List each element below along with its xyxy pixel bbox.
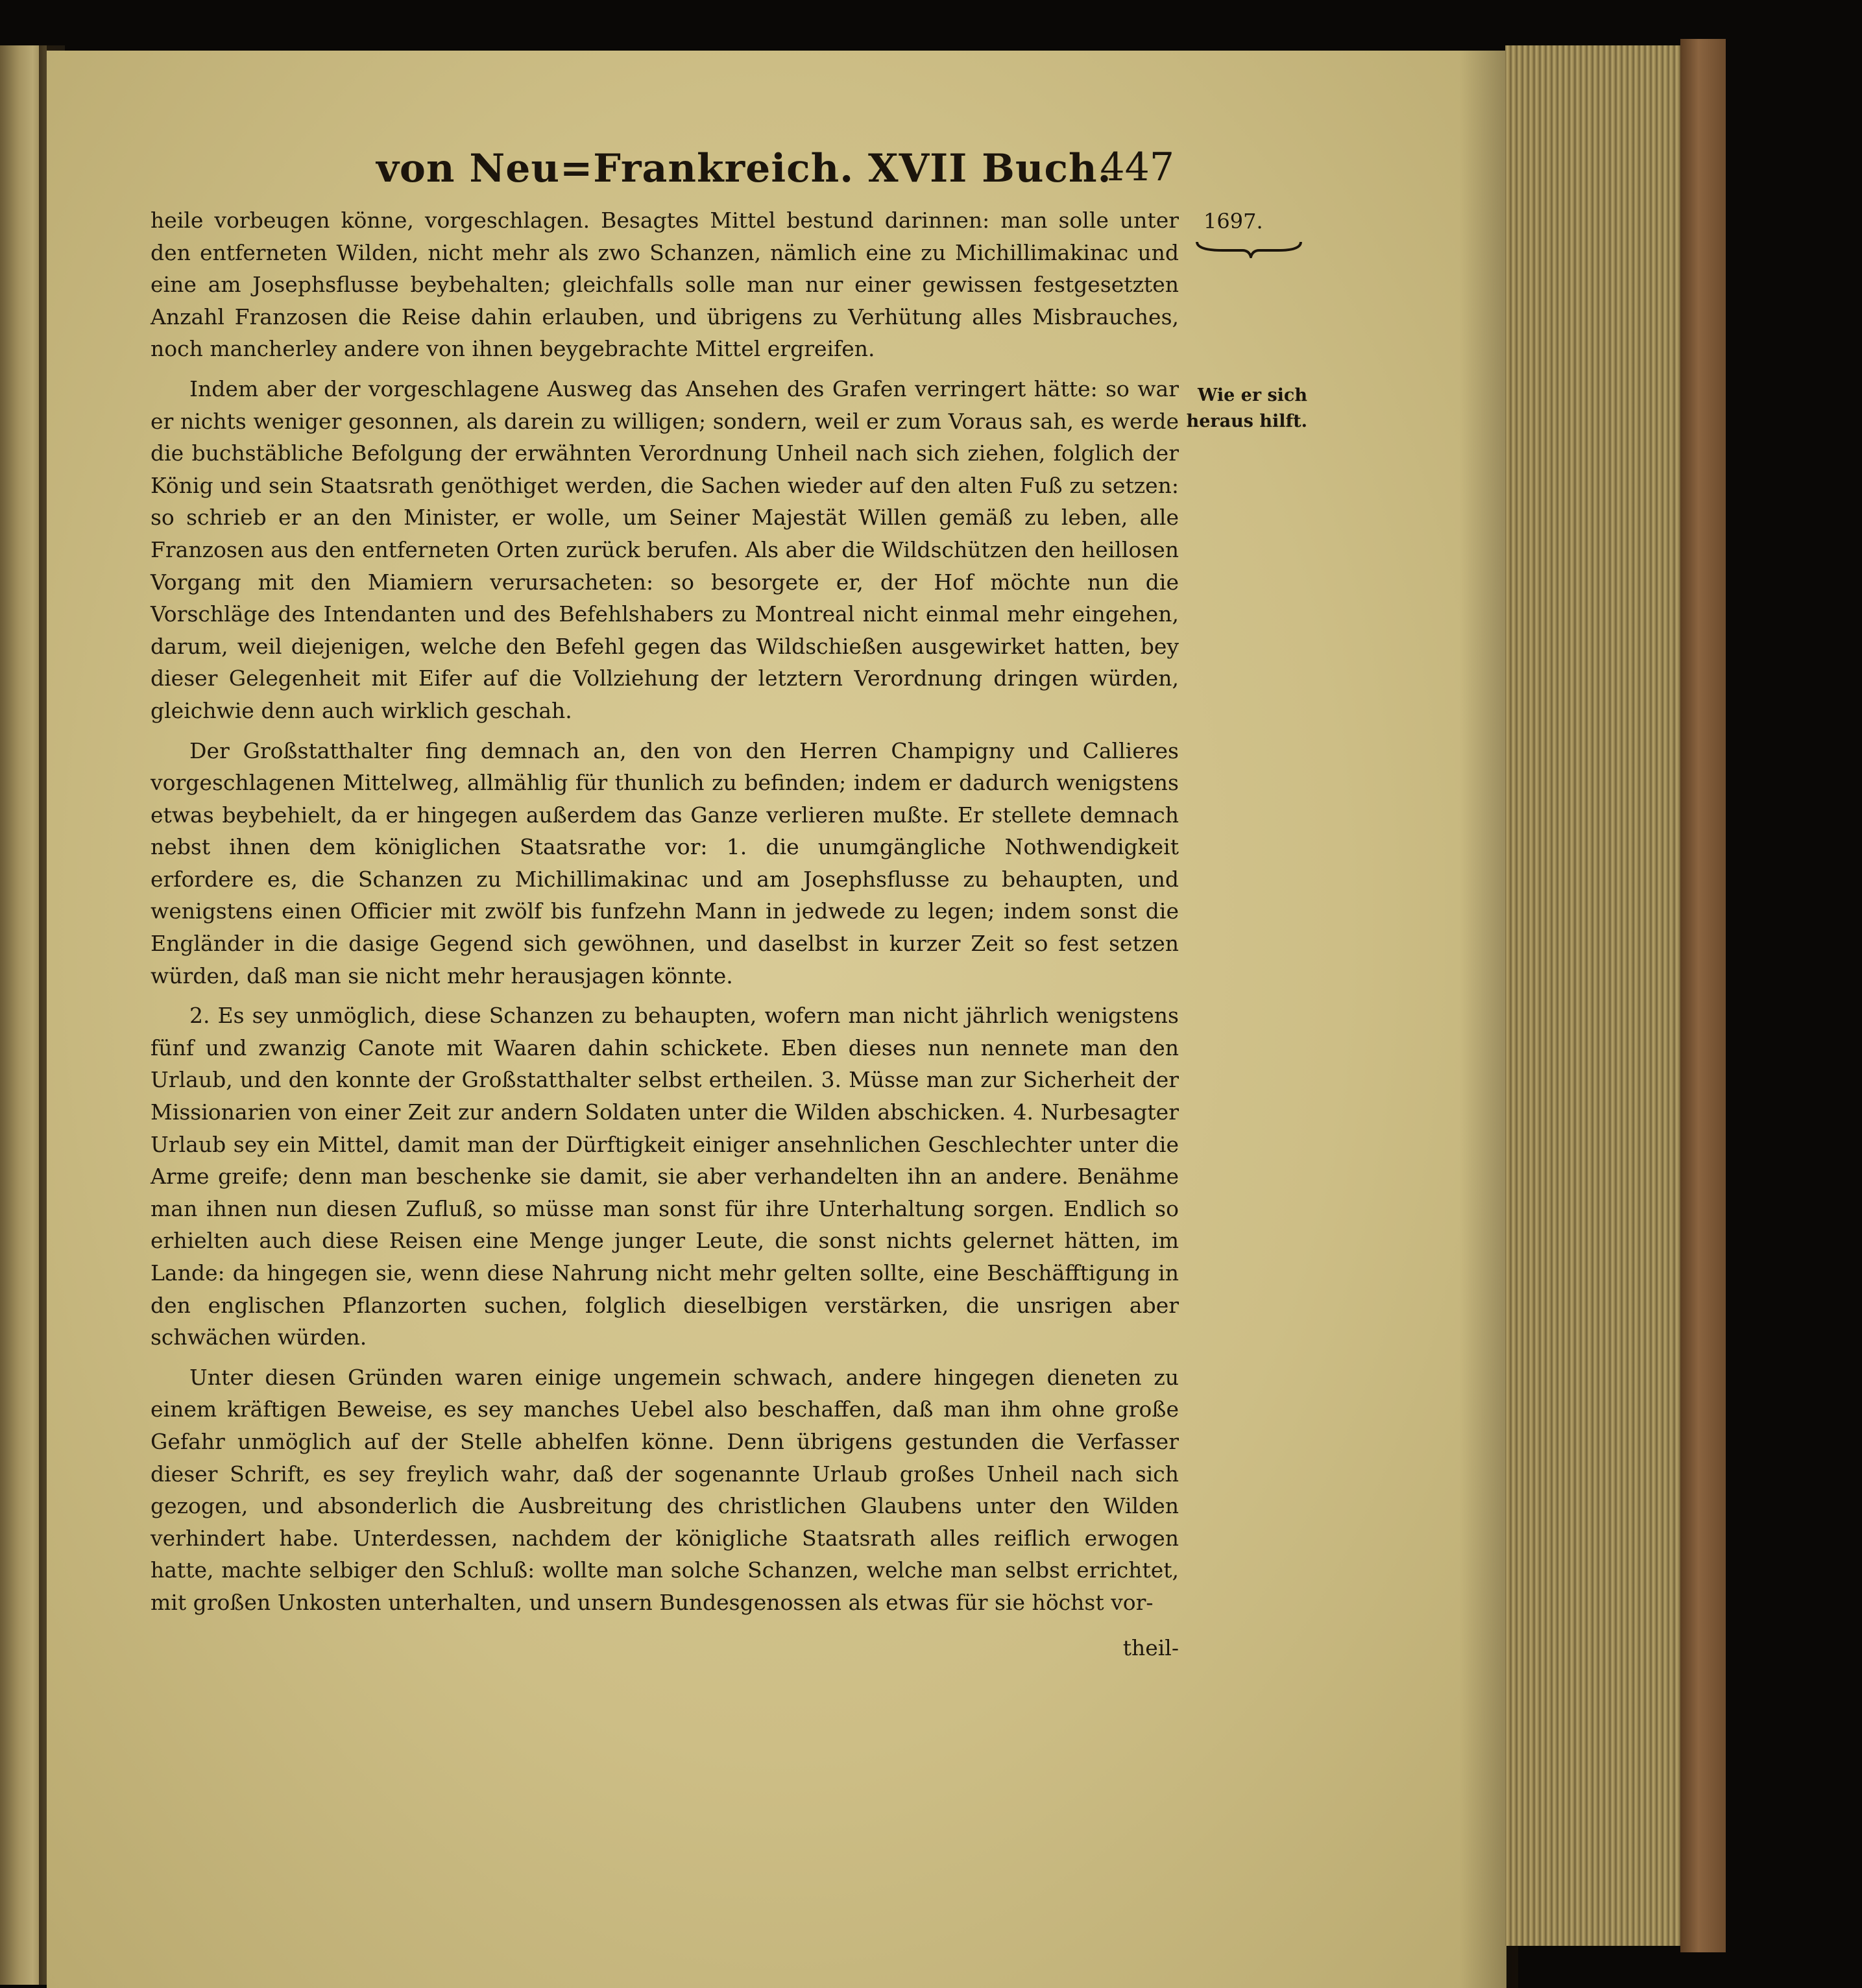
paragraph: Unter diesen Gründen waren einige ungemein schwach, andere hingegen dieneten zu einem kräftigen Beweise, es sey manches Uebel also beschaffen, daß man ihm ohne große Gefahr unmöglich auf der Stelle abhelfen könne. Denn übrigens gestunden die Verfasser dieser Schrift, es sey freylich wahr, daß der sogenannte Urlaub großes Unheil nach sich gezogen, und absonderlich die Ausbreitung des christlichen Glaubens unter den Wilden verhindert habe. Unterdessen, nachdem der königliche Staatsrath alles reiflich erwogen hatte, machte selbiger den Schluß: wollte man solche Schanzen, welche man selbst errichtet, mit großen Unkosten unterhalten, und unsern Bundesgenossen als etwas für sie höchst vor- (151, 1364, 1179, 1615)
paragraph: heile vorbeugen könne, vorgeschlagen. Besagtes Mittel bestund darinnen: man solle unter den entferneten Wilden, nicht mehr als zwo Schanzen, nämlich eine zu Michillimakinac und eine am Josephsflusse beybehalten; gleichfalls solle man nur einer gewissen festgesetzten Anzahl Franzosen die Reise dahin erlauben, und übrigens zu Verhütung alles Misbrauches, noch mancherley andere von ihnen beygebrachte Mittel ergreifen. (151, 208, 1179, 362)
running-title: von Neu=Frankreich. XVII Buch. (376, 146, 1112, 191)
page-number: 447 (1100, 145, 1174, 190)
paragraph: Indem aber der vorgeschlagene Ausweg das Ansehen des Grafen verringert hätte: so war er nichts weniger gesonnen, als darein zu willigen; sondern, weil er zum Voraus sah, es werde die buchstäbliche Befolgung der erwähnten Verordnung Unheil nach sich ziehen, folglich der König und sein Staatsrath genöthiget werden, die Sachen wieder auf den alten Fuß zu setzen: so schrieb er an den Minister, er wolle, um Seiner Majestät Willen gemäß zu leben, alle Franzosen aus den entferneten Orten zurück berufen. Als aber die Wildschützen den heillosen Vorgang mit den Miamiern verursacheten: so besorgete er, der Hof möchte nun die Vorschläge des Intendanten und des Befehlshabers zu Montreal nicht einmal mehr eingehen, darum, weil diejenigen, welche den Befehl gegen das Wildschießen ausgewirket hatten, bey dieser Gelegenheit mit Eifer auf die Vollziehung der letztern Verordnung dringen würden, gleichwie denn auch wirklich geschah. (151, 376, 1179, 723)
book-cover-edge (1680, 39, 1726, 1952)
margin-year: 1697. (1203, 209, 1263, 234)
paragraph: 2. Es sey unmöglich, diese Schanzen zu behaupten, wofern man nicht jährlich wenigstens fünf und zwanzig Canote mit Waaren dahin schickete. Eben dieses nun nennete man den Urlaub, und den konnte der Großstatthalter selbst ertheilen. 3. Müsse man zur Sicherheit der Missionarien von einer Zeit zur andern Soldaten unter die Wilden abschicken. 4. Nurbesagter Urlaub sey ein Mittel, damit man der Dürftigkeit einiger ansehnlichen Geschlechter unter die Arme greife; denn man beschenke sie damit, sie aber verhandelten ihn an andere. Benähme man ihnen nun diesen Zufluß, so müsse man sonst für ihre Unterhaltung sorgen. Endlich so erhielten auch diese Reisen eine Menge junger Leute, die sonst nichts gelernet hätten, im Lande: da hingegen sie, wenn diese Nahrung nicht mehr gelten sollte, eine Beschäfftigung in den englischen Pflanzorten suchen, folglich dieselbigen verstärken, die unsrigen aber schwächen würden. (151, 1003, 1179, 1350)
body-text (151, 204, 1179, 1660)
paragraph: Der Großstatthalter fing demnach an, den von den Herren Champigny und Callieres vorgeschlagenen Mittelweg, allmählig für thunlich zu befinden; indem er dadurch wenigstens etwas beybehielt, da er hingegen außerdem das Ganze verlieren mußte. Er stellete demnach nebst ihnen dem königlichen Staatsrathe vor: 1. die unumgängliche Nothwendigkeit erfordere es, die Schanzen zu Michillimakinac und am Josephsflusse zu behaupten, und wenigstens einen Officier mit zwölf bis funfzehn Mann in jedwede zu legen; indem sonst die Engländer in die dasige Gegend sich gewöhnen, und daselbst in kurzer Zeit so fest setzen würden, daß man sie nicht mehr herausjagen könnte. (151, 737, 1179, 988)
page-header (376, 139, 1174, 198)
margin-note: Wie er sich heraus hilft. (1186, 385, 1307, 431)
catchword: theil- (1122, 1635, 1179, 1660)
brace-ornament (1194, 239, 1304, 258)
page-stack-edge (1505, 45, 1680, 1946)
